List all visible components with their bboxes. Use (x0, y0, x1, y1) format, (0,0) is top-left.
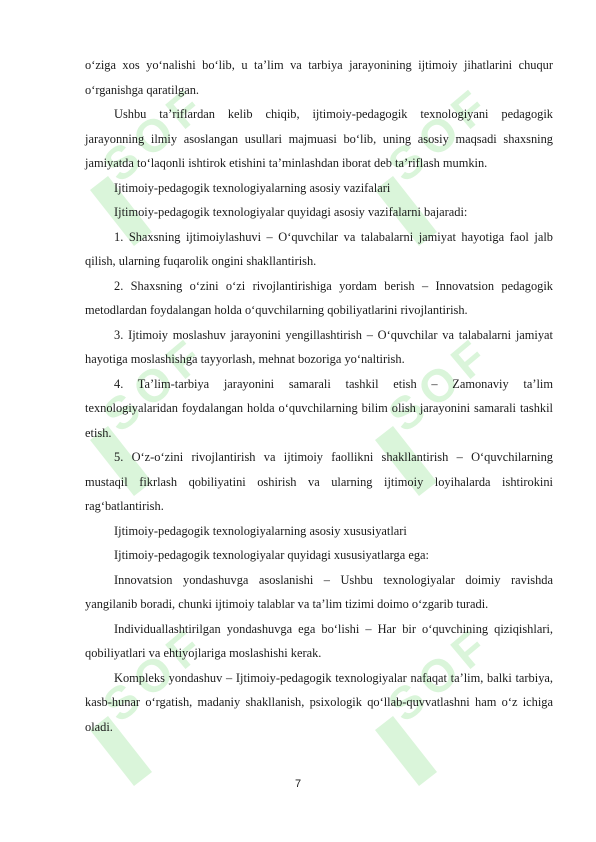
list-item: 3. Ijtimoiy moslashuv jarayonini yengillashtirish – O‘quvchilar va talabalarni jamiyat hayotiga moslashishga tayyorlash, mehnat bozoriga yo‘naltirish. (85, 327, 553, 366)
page-number: 7 (294, 778, 302, 790)
paragraph: Kompleks yondashuv – Ijtimoiy-pedagogik texnologiyalar nafaqat ta’lim, balki tarbiya, kasb-hunar o‘rgatish, madaniy shakllanish, psixologik qo‘llab-quvvatlashni ham o‘z ichiga oladi. (85, 670, 553, 734)
list-item: 5. O‘z-o‘zini rivojlantirish va ijtimoiy faollikni shakllantirish – O‘quvchilarning mustaqil fikrlash qobiliyatini oshirish va ularning ijtimoiy loyihalarda ishtirokini rag‘batlantirish. (85, 450, 553, 513)
section-heading: Ijtimoiy-pedagogik texnologiyalarning asosiy xususiyatlari (114, 523, 407, 538)
list-item: 1. Shaxsning ijtimoiylashuvi – O‘quvchilar va talabalarni jamiyat hayotiga faol jalb qilish, ularning fuqarolik ongini shakllantirish. (85, 229, 553, 268)
body-text (85, 53, 553, 739)
list-item: 4. Ta’lim-tarbiya jarayonini samarali tashkil etish – Zamonaviy ta’lim texnologiyalaridan foydalangan holda o‘quvchilarning bilim olish jarayonini samarali tashkil etish. (85, 376, 553, 440)
paragraph: Ushbu ta’riflardan kelib chiqib, ijtimoiy-pedagogik texnologiyani pedagogik jarayonning ilmiy asoslangan usullari majmuasi bo‘lib, uning asosiy maqsadi shaxsning jamiyatda to‘laqonli ishtirok etishini ta’minlashdan iborat deb ta’riflash mumkin. (85, 107, 553, 170)
paragraph: Individuallashtirilgan yondashuvga ega bo‘lishi – Har bir o‘quvchining qiziqishlari, qobiliyatlari va ehtiyojlariga moslashishi kerak. (85, 621, 553, 660)
paragraph: o‘ziga xos yo‘nalishi bo‘lib, u ta’lim va tarbiya jarayonining ijtimoiy jihatlarini chuqur o‘rganishga qaratilgan. (85, 58, 553, 97)
list-item: 2. Shaxsning o‘zini o‘zi rivojlantirishiga yordam berish – Innovatsion pedagogik metodlardan foydalangan holda o‘quvchilarning qobiliyatlarini rivojlantirish. (85, 278, 553, 317)
section-heading: Ijtimoiy-pedagogik texnologiyalarning asosiy vazifalari (114, 180, 391, 195)
paragraph: Innovatsion yondashuvga asoslanishi – Ushbu texnologiyalar doimiy ravishda yangilanib boradi, chunki ijtimoiy talablar va ta’lim tizimi doimo o‘zgarib turadi. (85, 572, 553, 611)
paragraph: Ijtimoiy-pedagogik texnologiyalar quyidagi xususiyatlarga ega: (114, 548, 429, 562)
paragraph: Ijtimoiy-pedagogik texnologiyalar quyidagi asosiy vazifalarni bajaradi: (114, 205, 468, 219)
